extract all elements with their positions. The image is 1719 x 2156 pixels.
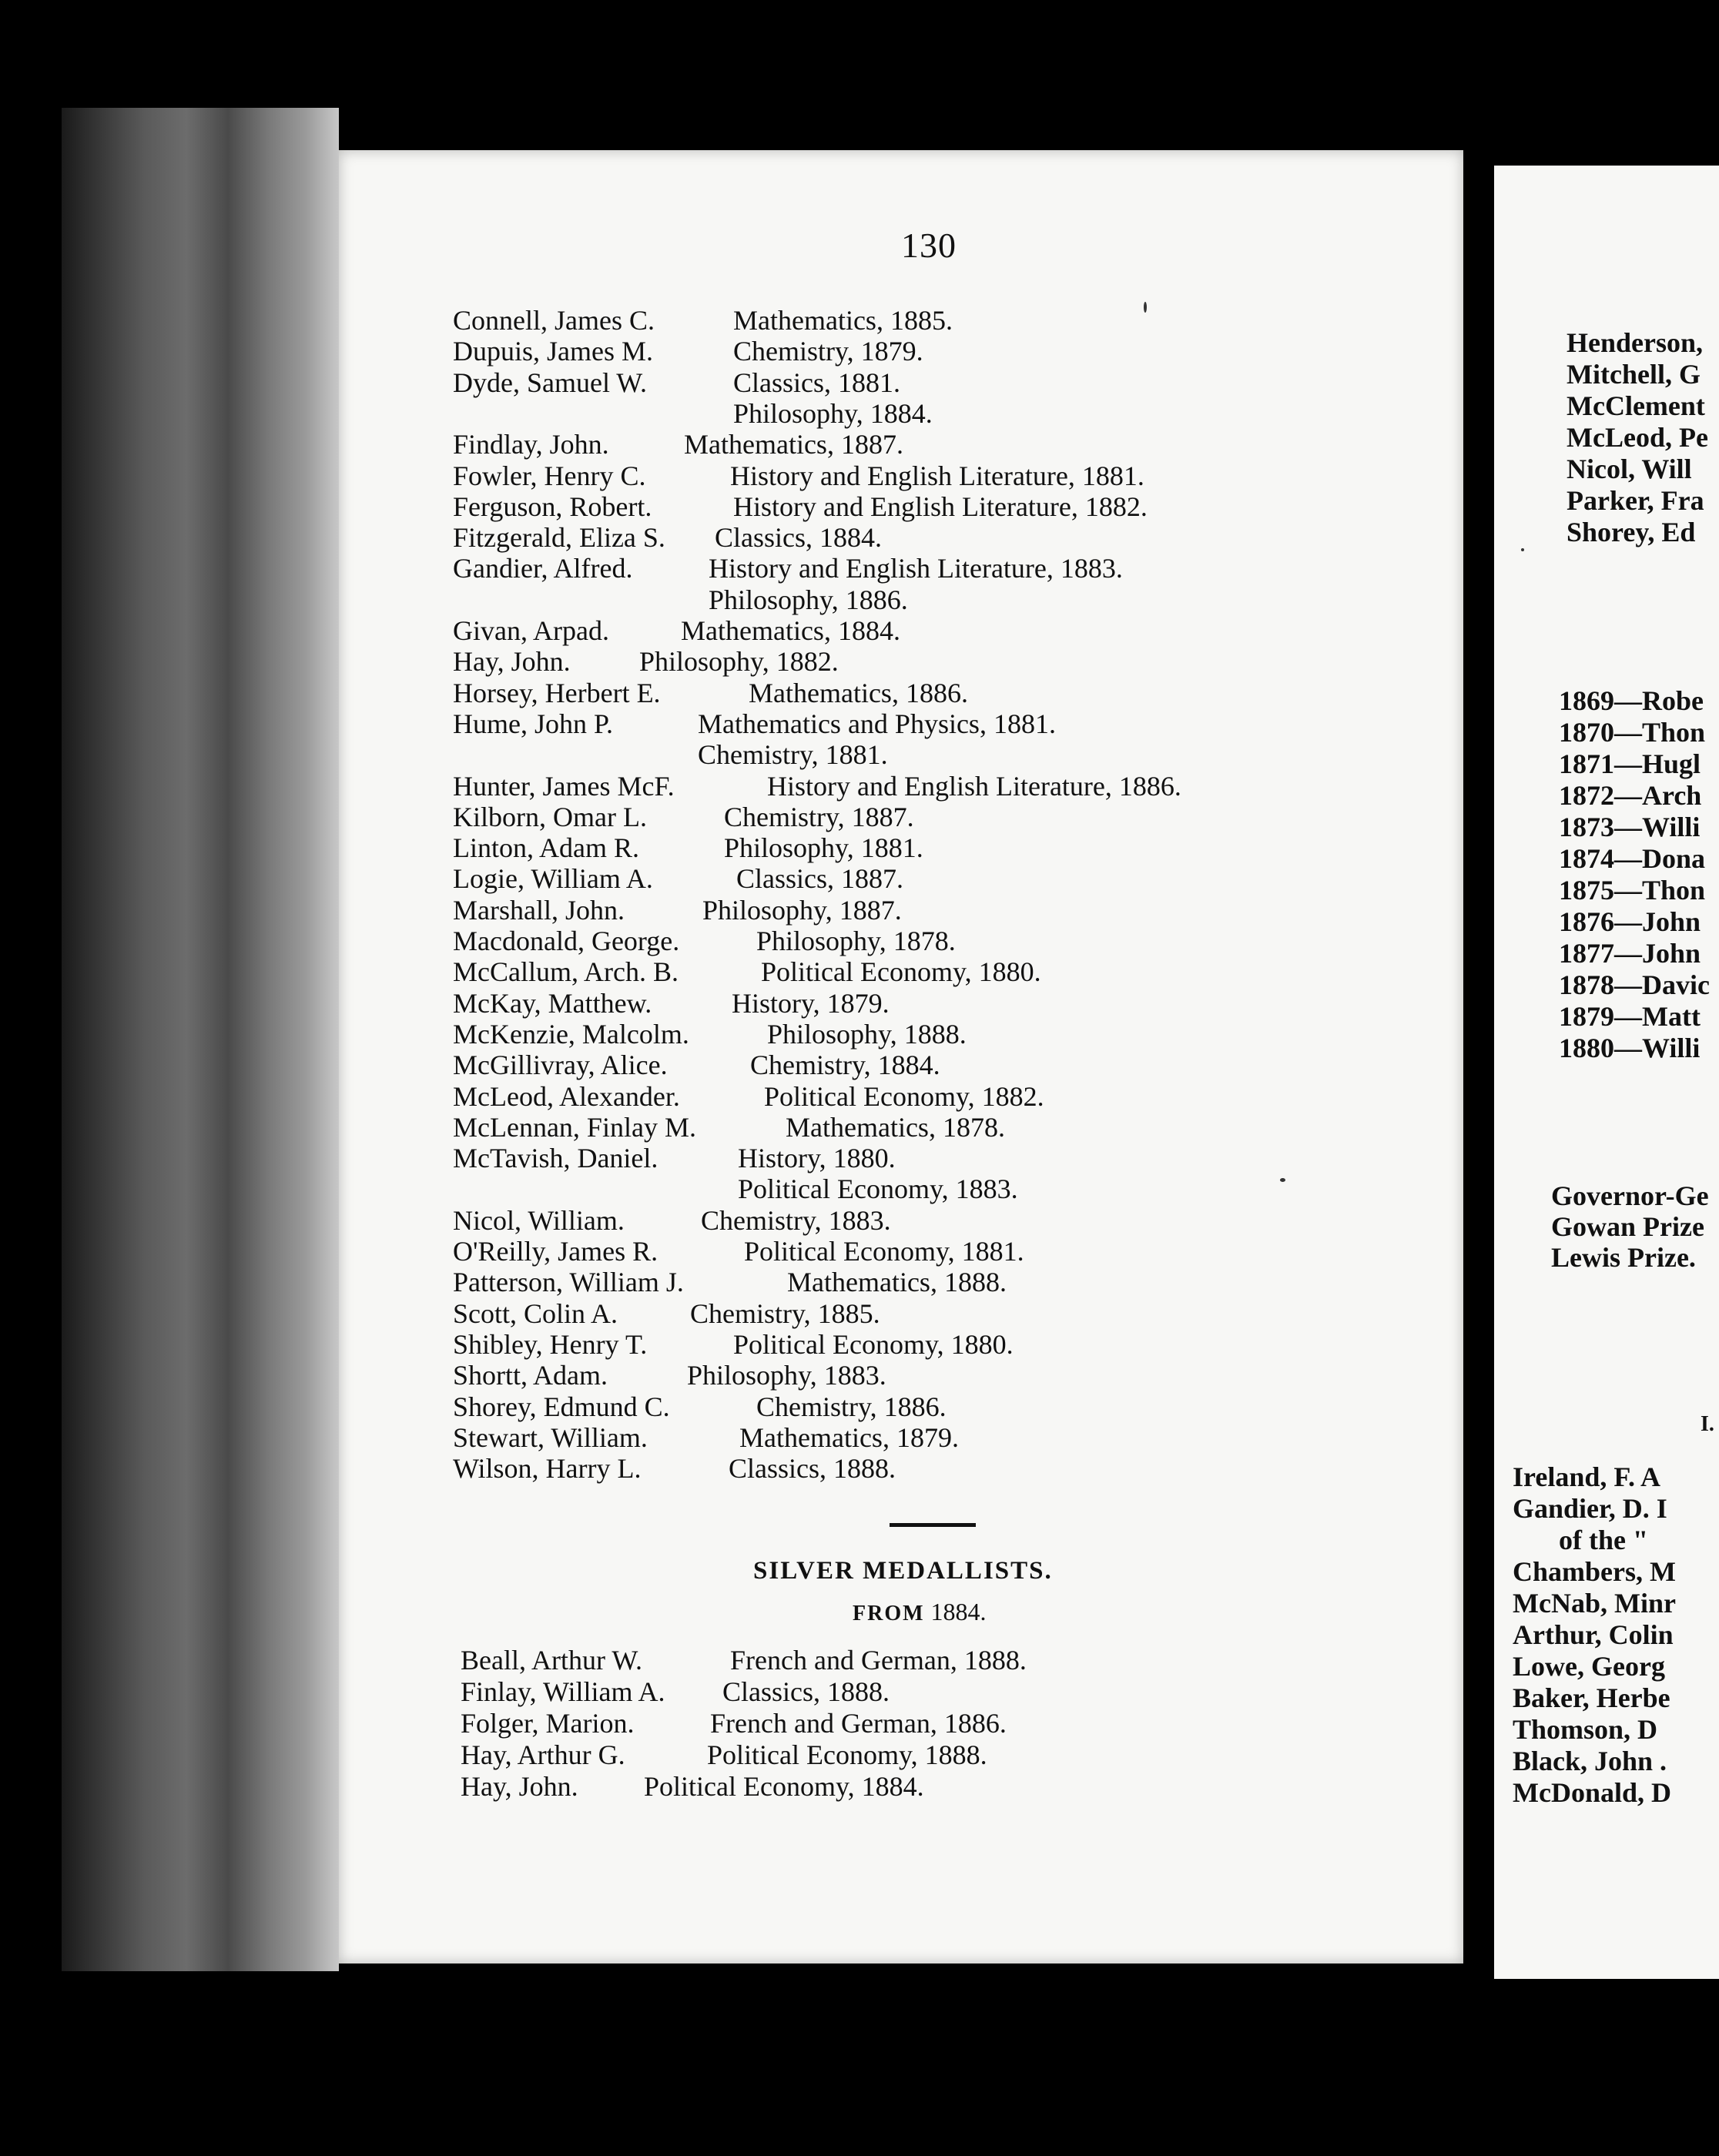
page-speck	[1144, 302, 1147, 313]
page-number: 130	[901, 226, 957, 265]
medallist-name: Hume, John P.	[453, 708, 614, 739]
medallist-name: Gandier, Alfred.	[453, 553, 633, 584]
silver-medallists-heading: SILVER MEDALLISTS.	[753, 1557, 1053, 1585]
silver-medallist-subject: Political Economy, 1884.	[644, 1771, 924, 1802]
medallist-subject: Chemistry, 1883.	[701, 1205, 891, 1236]
right-page-line: 1872—Arch	[1559, 780, 1702, 811]
right-page-line: Baker, Herbe	[1513, 1682, 1670, 1713]
medallist-name: McKenzie, Malcolm.	[453, 1019, 689, 1050]
silver-medallist-name: Folger, Marion.	[461, 1708, 635, 1739]
right-page-line: Henderson,	[1567, 327, 1704, 358]
silver-medallists-subheading	[853, 1598, 987, 1626]
right-page-line: Chambers, M	[1513, 1556, 1676, 1587]
medallist-name: Stewart, William.	[453, 1422, 648, 1453]
medallist-name: Shortt, Adam.	[453, 1360, 608, 1391]
medallist-name: McKay, Matthew.	[453, 988, 652, 1019]
medallist-name: Ferguson, Robert.	[453, 491, 652, 522]
right-page-line: Ireland, F. A	[1513, 1461, 1661, 1492]
medallist-subject: Mathematics, 1878.	[786, 1112, 1005, 1143]
from-year: 1884.	[930, 1598, 987, 1625]
medallist-subject: Chemistry, 1885.	[690, 1298, 880, 1329]
book-page-edges	[62, 108, 339, 1971]
medallist-name: McTavish, Daniel.	[453, 1143, 658, 1173]
right-page-line: Gandier, D. I	[1513, 1493, 1667, 1524]
silver-medallist-name: Hay, Arthur G.	[461, 1739, 625, 1770]
medallist-subject: Mathematics, 1885.	[733, 305, 953, 336]
medallist-subject: Philosophy, 1887.	[702, 895, 902, 926]
medallist-subject: Classics, 1887.	[736, 863, 904, 894]
medallist-name: Patterson, William J.	[453, 1267, 684, 1297]
right-page-line: 1869—Robe	[1559, 685, 1704, 716]
medallist-name: Nicol, William.	[453, 1205, 625, 1236]
right-page	[1494, 166, 1719, 1979]
medallist-subject: History and English Literature, 1883.	[709, 553, 1123, 584]
medallist-name: Kilborn, Omar L.	[453, 802, 647, 832]
medallist-subject: Philosophy, 1881.	[724, 832, 923, 863]
medallist-subject: Mathematics, 1888.	[787, 1267, 1007, 1297]
medallist-subject: Philosophy, 1883.	[687, 1360, 886, 1391]
medallist-subject: Philosophy, 1886.	[709, 584, 908, 615]
silver-medallist-subject: French and German, 1886.	[710, 1708, 1007, 1739]
medallist-subject: Political Economy, 1883.	[738, 1173, 1018, 1204]
page-speck	[1280, 1178, 1285, 1182]
medallist-name: Wilson, Harry L.	[453, 1453, 642, 1484]
book-gutter	[1463, 150, 1494, 1964]
from-word: FROM	[853, 1602, 925, 1625]
medallist-name: Scott, Colin A.	[453, 1298, 618, 1329]
medallist-name: McGillivray, Alice.	[453, 1050, 668, 1080]
medallist-name: Dupuis, James M.	[453, 336, 653, 367]
medallist-subject: History and English Literature, 1882.	[733, 491, 1148, 522]
medallist-subject: Philosophy, 1888.	[767, 1019, 967, 1050]
right-page-line: Arthur, Colin	[1513, 1619, 1674, 1650]
medallist-name: Givan, Arpad.	[453, 615, 609, 646]
silver-medallist-subject: Political Economy, 1888.	[707, 1739, 987, 1770]
right-page-heading: I.	[1701, 1412, 1714, 1436]
medallist-name: Findlay, John.	[453, 429, 609, 460]
right-page-line: Parker, Fra	[1567, 485, 1704, 516]
medallist-name: McCallum, Arch. B.	[453, 956, 679, 987]
medallist-subject: History, 1880.	[738, 1143, 896, 1173]
right-page-line: Lowe, Georg	[1513, 1651, 1665, 1682]
silver-medallist-name: Hay, John.	[461, 1771, 578, 1802]
right-page-line: 1880—Willi	[1559, 1033, 1701, 1063]
medallist-subject: Mathematics, 1886.	[749, 678, 968, 708]
medallist-name: Connell, James C.	[453, 305, 655, 336]
medallist-subject: Chemistry, 1884.	[750, 1050, 940, 1080]
right-page-line: 1877—John	[1559, 938, 1701, 969]
right-page-line: Mitchell, G	[1567, 359, 1701, 390]
medallist-subject: Classics, 1881.	[733, 367, 901, 398]
medallist-subject: Chemistry, 1887.	[724, 802, 914, 832]
medallist-name: Fowler, Henry C.	[453, 460, 646, 491]
silver-medallist-subject: French and German, 1888.	[730, 1645, 1027, 1676]
medallist-name: Dyde, Samuel W.	[453, 367, 647, 398]
medallist-name: Macdonald, George.	[453, 926, 680, 956]
medallist-subject: Mathematics and Physics, 1881.	[698, 708, 1056, 739]
medallist-name: McLeod, Alexander.	[453, 1081, 680, 1112]
medallist-subject: Classics, 1888.	[729, 1453, 896, 1484]
medallist-name: Logie, William A.	[453, 863, 653, 894]
medallist-subject: Philosophy, 1878.	[756, 926, 956, 956]
right-page-line: McClement	[1567, 390, 1705, 421]
silver-medallist-name: Finlay, William A.	[461, 1676, 665, 1707]
right-page-line: Thomson, D	[1513, 1714, 1658, 1745]
medallist-name: Shibley, Henry T.	[453, 1329, 648, 1360]
medallist-subject: Philosophy, 1882.	[639, 646, 839, 677]
right-page-line: 1874—Dona	[1559, 843, 1706, 874]
medallist-subject: Mathematics, 1887.	[684, 429, 903, 460]
medallist-name: Fitzgerald, Eliza S.	[453, 522, 665, 553]
medallist-name: Shorey, Edmund C.	[453, 1391, 670, 1422]
medallist-name: Hay, John.	[453, 646, 571, 677]
page-speck	[1521, 548, 1524, 551]
right-page-line: 1871—Hugl	[1559, 748, 1701, 779]
medallist-subject: Political Economy, 1882.	[764, 1081, 1044, 1112]
right-page-line: 1875—Thon	[1559, 875, 1706, 906]
right-page-line: Gowan Prize	[1551, 1211, 1704, 1242]
medallist-subject: Political Economy, 1880.	[733, 1329, 1014, 1360]
medallist-name: Marshall, John.	[453, 895, 625, 926]
right-page-line: McNab, Minr	[1513, 1588, 1676, 1619]
right-page-line: 1873—Willi	[1559, 812, 1701, 842]
medallist-subject: History and English Literature, 1881.	[730, 460, 1144, 491]
medallist-subject: Chemistry, 1881.	[698, 739, 888, 770]
medallist-subject: Classics, 1884.	[715, 522, 883, 553]
medallist-subject: Political Economy, 1881.	[744, 1236, 1024, 1267]
silver-medallist-subject: Classics, 1888.	[722, 1676, 890, 1707]
right-page-line: Governor-Ge	[1551, 1180, 1709, 1211]
right-page-line: 1870—Thon	[1559, 717, 1706, 748]
medallist-subject: Mathematics, 1884.	[681, 615, 900, 646]
right-page-line: Nicol, Will	[1567, 454, 1692, 484]
medallist-name: Linton, Adam R.	[453, 832, 639, 863]
section-divider-rule	[890, 1523, 976, 1527]
medallist-subject: Mathematics, 1879.	[739, 1422, 959, 1453]
right-page-line: McLeod, Pe	[1567, 422, 1708, 453]
medallist-subject: Chemistry, 1879.	[733, 336, 923, 367]
medallist-subject: History and English Literature, 1886.	[767, 771, 1181, 802]
right-page-line: 1878—Davic	[1559, 969, 1710, 1000]
right-page-line: McDonald, D	[1513, 1777, 1671, 1808]
medallist-name: Horsey, Herbert E.	[453, 678, 661, 708]
right-page-line: Shorey, Ed	[1567, 517, 1696, 547]
medallist-subject: Philosophy, 1884.	[733, 398, 933, 429]
right-page-line: of the "	[1559, 1525, 1648, 1555]
medallist-name: Hunter, James McF.	[453, 771, 675, 802]
medallist-subject: History, 1879.	[732, 988, 890, 1019]
silver-medallist-name: Beall, Arthur W.	[461, 1645, 642, 1676]
medallist-subject: Chemistry, 1886.	[756, 1391, 947, 1422]
right-page-line: Lewis Prize.	[1551, 1242, 1696, 1273]
medallist-subject: Political Economy, 1880.	[761, 956, 1041, 987]
right-page-line: Black, John .	[1513, 1746, 1667, 1776]
right-page-line: 1876—John	[1559, 906, 1701, 937]
right-page-line: 1879—Matt	[1559, 1001, 1701, 1032]
medallist-name: McLennan, Finlay M.	[453, 1112, 696, 1143]
medallist-name: O'Reilly, James R.	[453, 1236, 658, 1267]
